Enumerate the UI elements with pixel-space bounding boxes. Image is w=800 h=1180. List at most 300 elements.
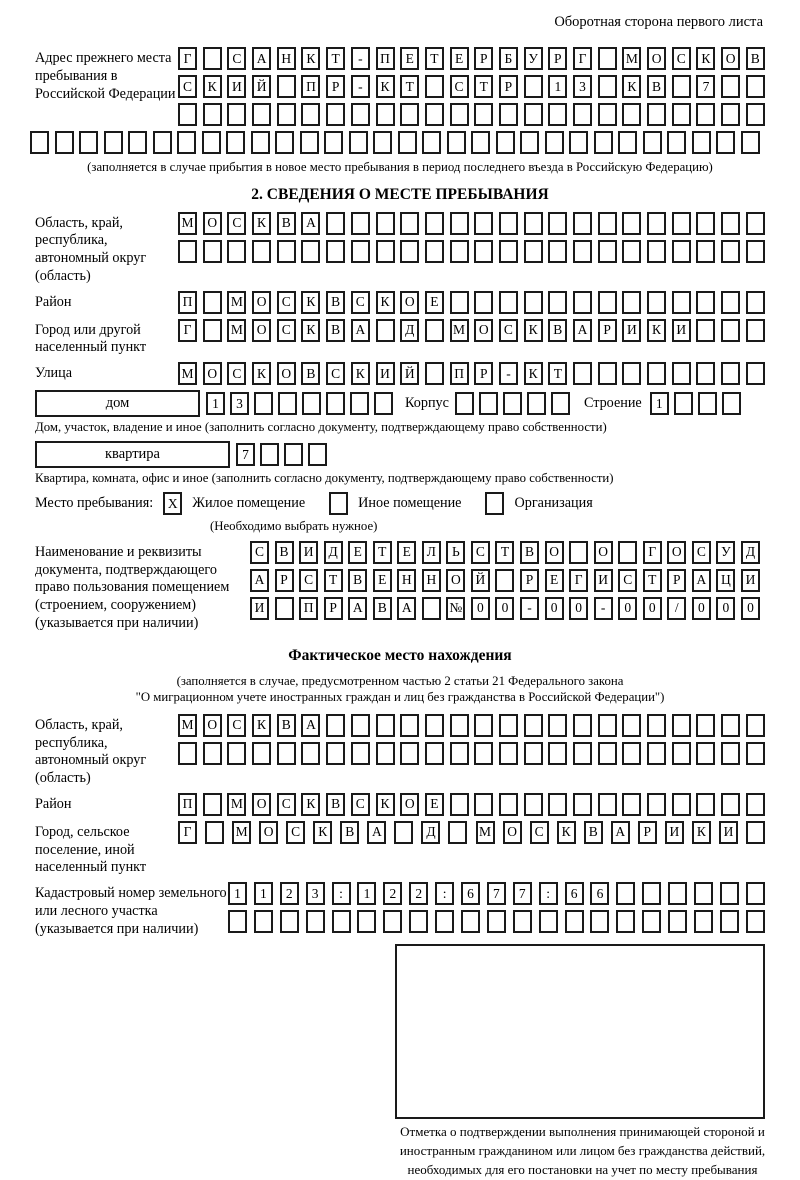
char-cell [721,362,740,385]
char-cell [647,212,666,235]
char-cell [474,793,493,816]
char-cell [308,443,327,466]
char-cell: П [301,75,320,98]
char-cell [425,212,444,235]
cadastral-block [35,882,765,938]
char-cell: О [400,793,419,816]
apartment-cells [236,443,327,466]
char-cell: Й [400,362,419,385]
char-cell: 1 [357,882,376,905]
char-cell: В [326,291,345,314]
region-grid [178,212,765,263]
char-cell: К [376,75,395,98]
char-cell [178,240,197,263]
char-cell [548,240,567,263]
city-label: Город или другой населенный пункт [35,321,147,356]
char-cell [524,212,543,235]
char-cell: К [696,47,715,70]
char-cell: П [376,47,395,70]
char-cell: К [301,793,320,816]
char-cell [643,131,662,154]
char-cell [205,821,224,844]
char-cell: Р [667,569,686,592]
house-row [35,390,765,417]
char-cell: С [530,821,549,844]
char-cell: 2 [280,882,299,905]
char-cell: О [203,212,222,235]
char-cell [721,291,740,314]
char-cell [326,714,345,737]
char-cell: Б [499,47,518,70]
char-cell: С [277,291,296,314]
cadastral-grid [228,882,765,933]
stay-type-caption: (Необходимо выбрать нужное) [210,519,378,534]
char-cell: О [400,291,419,314]
cell-row [228,910,765,933]
char-cell [252,742,271,765]
char-cell [667,131,686,154]
char-cell [721,212,740,235]
char-cell [590,910,609,933]
stay-type-option-organization: Организация [514,495,593,512]
char-cell [447,131,466,154]
char-cell [450,291,469,314]
char-cell: М [178,212,197,235]
char-cell: О [252,291,271,314]
char-cell [351,103,370,126]
char-cell [374,392,393,415]
char-cell: 2 [383,882,402,905]
char-cell [254,910,273,933]
char-cell [376,240,395,263]
char-cell [622,240,641,263]
char-cell: Г [178,319,197,342]
char-cell [203,742,222,765]
char-cell: Т [548,362,567,385]
char-cell: В [326,319,345,342]
char-cell [301,240,320,263]
char-cell [455,392,474,415]
char-cell: А [573,319,592,342]
char-cell [642,882,661,905]
char-cell [376,319,395,342]
char-cell: Н [422,569,441,592]
char-cell [548,291,567,314]
char-cell: А [348,597,367,620]
char-cell [548,742,567,765]
char-cell: К [301,47,320,70]
char-cell: 0 [741,597,760,620]
char-cell [746,291,765,314]
char-cell [573,212,592,235]
char-cell [425,240,444,263]
cell-row [178,821,765,844]
char-cell: О [259,821,278,844]
char-cell: Й [252,75,271,98]
char-cell [647,714,666,737]
char-cell [573,742,592,765]
char-cell: Р [474,362,493,385]
char-cell [746,821,765,844]
char-cell [252,103,271,126]
char-cell [598,47,617,70]
char-cell [227,103,246,126]
char-cell [495,569,514,592]
char-cell: О [503,821,522,844]
char-cell [228,910,247,933]
char-cell: Д [421,821,440,844]
char-cell: О [252,319,271,342]
char-cell: С [299,569,318,592]
char-cell [668,910,687,933]
cell-row [178,742,765,765]
char-cell: Т [425,47,444,70]
char-cell [450,793,469,816]
char-cell: 7 [236,443,255,466]
char-cell [721,742,740,765]
char-cell: С [277,319,296,342]
char-cell: / [667,597,686,620]
actual-region-grid [178,714,765,765]
char-cell [461,910,480,933]
char-cell: О [594,541,613,564]
char-cell [696,714,715,737]
char-cell [573,793,592,816]
char-cell [203,793,222,816]
stay-type-label: Место пребывания: [35,495,154,512]
char-cell: С [227,362,246,385]
char-cell: 3 [573,75,592,98]
char-cell: Е [450,47,469,70]
char-cell: Е [348,541,367,564]
char-cell: У [524,47,543,70]
char-cell: К [203,75,222,98]
char-cell [203,240,222,263]
prev-address-grid [178,47,765,126]
char-cell: М [227,291,246,314]
char-cell [569,131,588,154]
char-cell: К [376,291,395,314]
char-cell [400,742,419,765]
section2-title: 2. СВЕДЕНИЯ О МЕСТЕ ПРЕБЫВАНИЯ [251,185,549,203]
char-cell [722,392,741,415]
char-cell [573,240,592,263]
char-cell: : [539,882,558,905]
char-cell: Р [275,569,294,592]
char-cell [203,47,222,70]
cell-row [178,319,765,342]
char-cell: И [719,821,738,844]
char-cell: Р [520,569,539,592]
char-cell [474,103,493,126]
char-cell: В [340,821,359,844]
char-cell [373,131,392,154]
char-cell [496,131,515,154]
char-cell [694,882,713,905]
char-cell: О [252,793,271,816]
region-label: Область, край, республика, автономный округ (область) [35,214,147,284]
char-cell [721,793,740,816]
char-cell: У [716,541,735,564]
char-cell [400,103,419,126]
char-cell [594,131,613,154]
char-cell [548,212,567,235]
char-cell [177,131,196,154]
char-cell: Г [573,47,592,70]
cell-row [178,291,765,314]
char-cell: И [622,319,641,342]
char-cell: - [351,47,370,70]
char-cell [524,240,543,263]
char-cell [622,362,641,385]
char-cell [513,910,532,933]
char-cell [203,291,222,314]
char-cell [351,714,370,737]
char-cell: А [692,569,711,592]
char-cell [672,362,691,385]
char-cell: 0 [495,597,514,620]
char-cell [548,714,567,737]
char-cell [474,240,493,263]
cadastral-label: Кадастровый номер земельного или лесного участка (указывается при наличии) [35,885,227,937]
char-cell: С [286,821,305,844]
char-cell [672,240,691,263]
char-cell [565,910,584,933]
char-cell [618,131,637,154]
char-cell: М [178,362,197,385]
char-cell: О [277,362,296,385]
char-cell [668,882,687,905]
char-cell: И [665,821,684,844]
stroenie-cells [650,392,741,415]
char-cell: В [275,541,294,564]
char-cell: О [545,541,564,564]
char-cell [376,714,395,737]
char-cell [598,793,617,816]
char-cell: О [203,362,222,385]
char-cell [499,212,518,235]
house-cells [206,392,393,415]
char-cell [450,212,469,235]
stay-type-row [35,492,765,515]
apartment-box: квартира [35,441,230,468]
stay-type-checkbox-residential [163,492,182,515]
char-cell [278,392,297,415]
char-cell: В [277,212,296,235]
char-cell [474,742,493,765]
char-cell: Е [545,569,564,592]
actual-city-label: Город, сельское поселение, иной населенный пункт [35,823,147,876]
char-cell: 3 [306,882,325,905]
char-cell: С [672,47,691,70]
char-cell [696,742,715,765]
char-cell: С [351,291,370,314]
char-cell: И [250,597,269,620]
char-cell [357,910,376,933]
char-cell [499,742,518,765]
char-cell [104,131,123,154]
char-cell: С [227,47,246,70]
char-cell [573,362,592,385]
char-cell: - [351,75,370,98]
char-cell: И [672,319,691,342]
char-cell [622,212,641,235]
char-cell: К [301,319,320,342]
char-cell: Г [178,47,197,70]
char-cell: Р [324,597,343,620]
cell-row [178,362,765,385]
char-cell: 1 [228,882,247,905]
char-cell [383,910,402,933]
char-cell: П [178,793,197,816]
char-cell: А [301,212,320,235]
char-cell [252,240,271,263]
char-cell: О [474,319,493,342]
char-cell: В [548,319,567,342]
char-cell: Й [471,569,490,592]
char-cell: К [647,319,666,342]
char-cell [647,362,666,385]
char-cell [178,103,197,126]
char-cell [499,793,518,816]
actual-city-block [35,821,765,877]
char-cell [275,131,294,154]
char-cell [326,742,345,765]
char-cell: М [178,714,197,737]
char-cell [499,103,518,126]
char-cell [398,131,417,154]
char-cell [425,742,444,765]
char-cell: 7 [487,882,506,905]
char-cell [720,882,739,905]
char-cell [622,714,641,737]
char-cell [551,392,570,415]
char-cell [524,742,543,765]
char-cell: Л [422,541,441,564]
char-cell [672,742,691,765]
char-cell: О [721,47,740,70]
char-cell [527,392,546,415]
char-cell [400,714,419,737]
char-cell [400,212,419,235]
char-cell [696,240,715,263]
char-cell [499,714,518,737]
char-cell: Р [548,47,567,70]
char-cell [425,362,444,385]
char-cell: К [252,714,271,737]
char-cell [301,103,320,126]
char-cell: 0 [618,597,637,620]
char-cell: Р [499,75,518,98]
char-cell [696,319,715,342]
char-cell: С [277,793,296,816]
char-cell: 0 [716,597,735,620]
char-cell: С [471,541,490,564]
char-cell: 3 [230,392,249,415]
char-cell [642,910,661,933]
char-cell [598,742,617,765]
char-cell [573,291,592,314]
char-cell [674,392,693,415]
char-cell [351,742,370,765]
char-cell: О [667,541,686,564]
char-cell [349,131,368,154]
char-cell: С [499,319,518,342]
char-cell [569,541,588,564]
char-cell: В [746,47,765,70]
char-cell [622,103,641,126]
char-cell [692,131,711,154]
char-cell [524,291,543,314]
char-cell: О [203,714,222,737]
char-cell [376,103,395,126]
char-cell: - [594,597,613,620]
char-cell [227,742,246,765]
actual-region-label: Область, край, республика, автономный округ (область) [35,716,147,786]
char-cell: 7 [696,75,715,98]
document-grid [250,541,760,620]
char-cell [425,75,444,98]
char-cell: А [250,569,269,592]
char-cell [422,131,441,154]
cell-row [178,103,765,126]
char-cell [350,392,369,415]
char-cell [524,793,543,816]
char-cell: Д [741,541,760,564]
char-cell: X [163,492,182,515]
char-cell: М [450,319,469,342]
region-block [35,212,765,286]
char-cell [450,240,469,263]
char-cell: Ц [716,569,735,592]
char-cell: Т [326,47,345,70]
char-cell [573,714,592,737]
char-cell [409,910,428,933]
char-cell: Т [495,541,514,564]
char-cell: К [692,821,711,844]
char-cell [227,240,246,263]
char-cell [672,291,691,314]
char-cell [301,742,320,765]
actual-location-title: Фактическое место нахождения [288,646,512,664]
char-cell: 0 [471,597,490,620]
char-cell: 6 [590,882,609,905]
char-cell: В [326,793,345,816]
char-cell: 0 [692,597,711,620]
confirmation-caption: Отметка о подтверждении выполнения принимающей стороной и иностранным гражданином или лицом без гражданства действий, необходимых для его постановки на учет по месту пребывания [399,1124,766,1177]
stay-type-checkbox-organization [485,492,504,515]
char-cell [55,131,74,154]
char-cell: Ь [446,541,465,564]
char-cell: С [450,75,469,98]
char-cell: А [252,47,271,70]
char-cell: С [692,541,711,564]
char-cell: 1 [548,75,567,98]
char-cell [251,131,270,154]
char-cell [376,212,395,235]
char-cell: 0 [545,597,564,620]
char-cell [548,793,567,816]
char-cell [696,291,715,314]
char-cell [721,714,740,737]
char-cell: К [524,362,543,385]
char-cell [545,131,564,154]
char-cell [524,75,543,98]
char-cell [672,714,691,737]
char-cell: С [326,362,345,385]
char-cell: К [524,319,543,342]
char-cell [696,212,715,235]
